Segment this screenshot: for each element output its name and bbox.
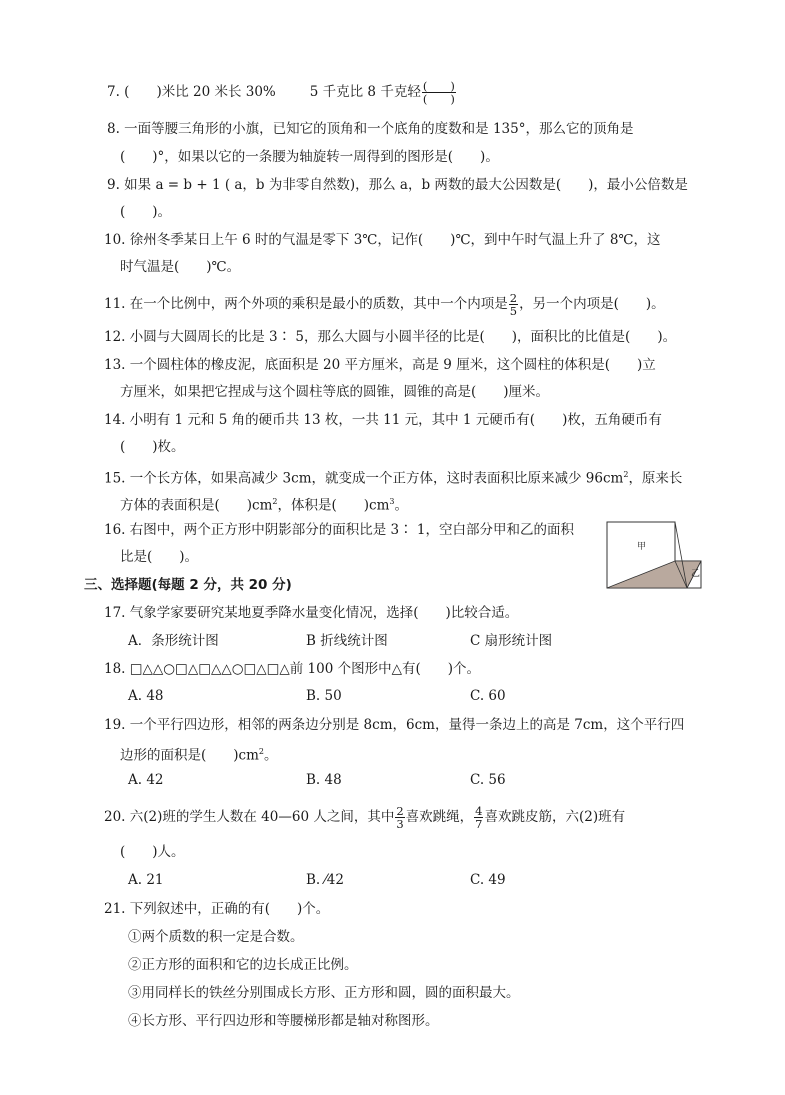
q19-text-a: 边形的面积是( )cm xyxy=(120,747,259,764)
label-yi: 乙 xyxy=(691,569,701,579)
question-14-line-2: ( )枚。 xyxy=(120,439,185,455)
q21-statement-1: ①两个质数的积一定是合数。 xyxy=(128,929,304,945)
q20-f1-den: 3 xyxy=(396,817,404,831)
q19-option-a: A. 42 xyxy=(128,772,164,788)
question-9-line-2: ( )。 xyxy=(120,204,172,220)
question-13-line-2: 方厘米，如果把它捏成与这个圆柱等底的圆锥，圆锥的高是( )厘米。 xyxy=(120,384,550,400)
q21-statement-4: ④长方形、平行四边形和等腰梯形都是轴对称图形。 xyxy=(128,1013,439,1029)
question-16-line-2: 比是( )。 xyxy=(120,549,199,565)
question-21: 21. 下列叙述中，正确的有( )个。 xyxy=(104,901,330,917)
q20-text-b: 喜欢跳绳， xyxy=(405,809,474,825)
q7-part-a: 7. ( )米比 20 米长 30% xyxy=(107,84,276,100)
q19-option-b: B. 48 xyxy=(306,772,342,788)
q18-option-b: B. 50 xyxy=(306,688,342,704)
question-18: 18. □△△○□△□△△○□△□△前 100 个图形中△有( )个。 xyxy=(104,661,481,677)
q15-text-d: ，体积是( )cm xyxy=(277,497,390,514)
q20-text-c: 喜欢跳皮筋，六(2)班有 xyxy=(484,809,626,825)
q15-text-c: 方体的表面积是( )cm xyxy=(120,497,273,514)
question-11 xyxy=(104,292,665,317)
q15-text-b: ，原来长 xyxy=(628,470,683,487)
q18-option-a: A. 48 xyxy=(128,688,164,704)
q20-option-c: C. 49 xyxy=(470,872,506,888)
question-19-line-1: 19. 一个平行四边形，相邻的两条边分别是 8cm，6cm，量得一条边上的高是 7cm，这个平行四 xyxy=(104,717,685,733)
q11-text-b: ，另一个内项是( )。 xyxy=(519,296,665,312)
q11-text-a: 11. 在一个比例中，两个外项的乘积是最小的质数，其中一个内项是 xyxy=(104,296,508,312)
q18-option-c: C. 60 xyxy=(470,688,506,704)
q17-option-b: B 折线统计图 xyxy=(306,633,388,649)
q15-text-a: 15. 一个长方体，如果高减少 3cm，就变成一个正方体，这时表面积比原来减少 96cm xyxy=(104,470,624,487)
question-7 xyxy=(107,80,457,105)
q21-statement-2: ②正方形的面积和它的边长成正比例。 xyxy=(128,957,358,973)
question-8-line-1: 8. 一面等腰三角形的小旗，已知它的顶角和一个底角的度数和是 135°，那么它的顶角是 xyxy=(107,121,634,137)
q20-f2-den: 7 xyxy=(475,817,483,831)
q21-statement-3: ③用同样长的铁丝分别围成长方形、正方形和圆，圆的面积最大。 xyxy=(128,985,520,1001)
q15-sup-2: 2 xyxy=(272,497,278,506)
question-14-line-1: 14. 小明有 1 元和 5 角的硬币共 13 枚，一共 11 元，其中 1 元硬币有( )枚，五角硬币有 xyxy=(104,412,662,428)
question-17: 17. 气象学家要研究某地夏季降水量变化情况，选择( )比较合适。 xyxy=(104,605,519,621)
label-jia: 甲 xyxy=(637,542,647,552)
question-10-line-2: 时气温是( )℃。 xyxy=(120,259,241,275)
q7-frac-den: ( ) xyxy=(422,92,455,106)
q20-option-b: B. ⁄42 xyxy=(306,872,344,888)
q7-part-b: 5 千克比 8 千克轻 xyxy=(309,84,421,100)
q11-fraction xyxy=(509,292,518,317)
q11-frac-den: 5 xyxy=(509,304,518,318)
q19-text-b: 。 xyxy=(264,747,278,764)
section-3-title: 三、选择题(每题 2 分，共 20 分) xyxy=(84,577,292,593)
q20-fraction-1 xyxy=(395,805,404,830)
q17-option-a: A．条形统计图 xyxy=(128,633,219,649)
q19-option-c: C. 56 xyxy=(470,772,506,788)
q20-text-a: 20. 六(2)班的学生人数在 40—60 人之间，其中 xyxy=(104,809,395,825)
question-16-line-1: 16. 右图中，两个正方形中阴影部分的面积比是 3∶ 1，空白部分甲和乙的面积 xyxy=(104,522,575,538)
q15-sup-3: 3 xyxy=(389,497,395,506)
question-20-line-2: ( )人。 xyxy=(120,844,185,860)
question-15-line-1 xyxy=(104,466,682,488)
q15-sup: 2 xyxy=(623,470,629,479)
q20-option-a: A. 21 xyxy=(128,872,164,888)
q17-option-c: C 扇形统计图 xyxy=(470,633,553,649)
question-19-line-2 xyxy=(120,743,278,765)
q19-sup: 2 xyxy=(258,747,264,756)
q7-frac-num: ( ) xyxy=(422,79,455,93)
q20-fraction-2 xyxy=(474,805,483,830)
q11-frac-num: 2 xyxy=(509,291,518,305)
q20-f1-num: 2 xyxy=(396,804,404,818)
question-9-line-1: 9. 如果 a = b + 1 ( a，b 为非零自然数)，那么 a，b 两数的最大公因数是( )，最小公倍数是 xyxy=(107,177,688,193)
question-12: 12. 小圆与大圆周长的比是 3∶ 5，那么大圆与小圆半径的比是( )，面积比的比值是( )。 xyxy=(104,329,677,345)
q7-fraction-blank xyxy=(422,80,456,105)
question-13-line-1: 13. 一个圆柱体的橡皮泥，底面积是 20 平方厘米，高是 9 厘米，这个圆柱的体积是( )立 xyxy=(104,357,656,373)
squares-figure xyxy=(606,521,702,589)
question-20-line-1 xyxy=(104,805,625,830)
q20-f2-num: 4 xyxy=(475,804,483,818)
question-10-line-1: 10. 徐州冬季某日上午 6 时的气温是零下 3℃，记作( )℃，到中午时气温上升了 8℃，这 xyxy=(104,232,661,248)
question-8-line-2: ( )°，如果以它的一条腰为轴旋转一周得到的图形是( )。 xyxy=(120,149,499,165)
question-15-line-2 xyxy=(120,493,408,515)
q15-text-e: 。 xyxy=(394,497,408,514)
